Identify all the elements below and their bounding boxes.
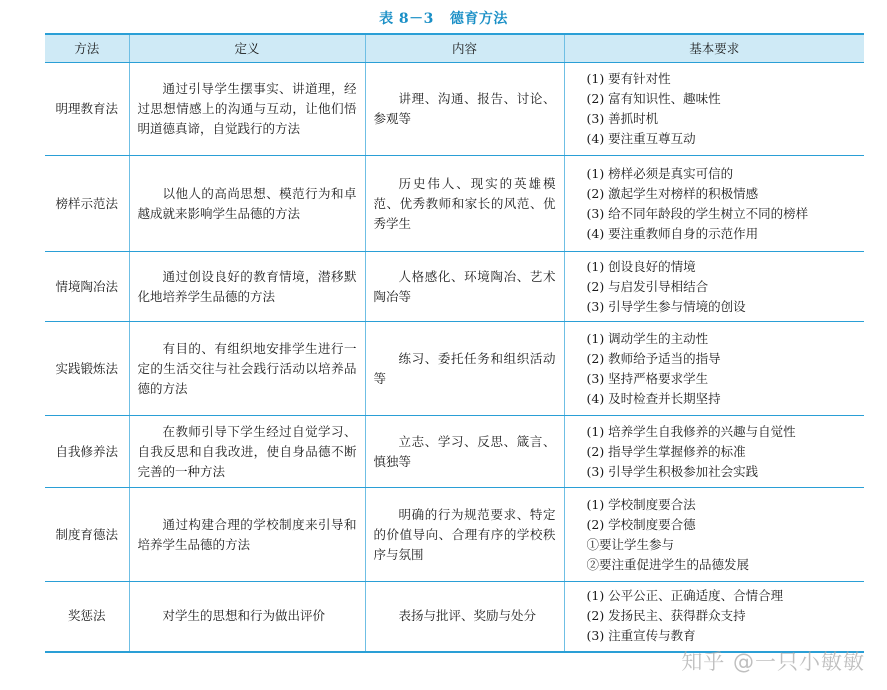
definition-cell: 通过创设良好的教育情境，潜移默化地培养学生品德的方法 [129, 252, 365, 322]
requirement-item: ②要注重促进学生的品德发展 [586, 556, 750, 572]
header-row [45, 34, 864, 63]
content-cell: 历史伟人、现实的英雄模范、优秀教师和家长的风范、优秀学生 [365, 156, 564, 252]
requirement-item: (1) 公平公正、正确适度、合情合理 [586, 588, 784, 604]
header-method: 方法 [45, 34, 129, 63]
requirement-item: (3) 引导学生积极参加社会实践 [586, 463, 759, 479]
requirement-item: (2) 指导学生掌握修养的标准 [586, 443, 746, 459]
content-cell: 练习、委托任务和组织活动等 [365, 322, 564, 416]
requirement-item: (3) 善抓时机 [586, 111, 659, 126]
requirements-cell [564, 416, 864, 488]
content-cell: 讲理、沟通、报告、讨论、参观等 [365, 63, 564, 156]
requirement-item: (2) 激起学生对榜样的积极情感 [586, 185, 759, 201]
requirement-item: (2) 富有知识性、趣味性 [586, 91, 721, 106]
requirement-item: (2) 教师给予适当的指导 [586, 350, 721, 366]
table-row [45, 488, 864, 582]
method-cell: 自我修养法 [45, 416, 129, 488]
table-title-text: 德育方法 [449, 11, 508, 27]
content-cell: 表扬与批评、奖励与处分 [365, 582, 564, 652]
requirement-item: (3) 注重宣传与教育 [586, 628, 696, 644]
requirement-item: (3) 坚持严格要求学生 [586, 370, 709, 386]
definition-cell: 以他人的高尚思想、模范行为和卓越成就来影响学生品德的方法 [129, 156, 365, 252]
definition-cell: 通过引导学生摆事实、讲道理，经过思想情感上的沟通与互动，让他们悟明道德真谛，自觉践行的方法 [129, 63, 365, 156]
requirement-item: (4) 要注重教师自身的示范作用 [586, 225, 759, 241]
requirements-cell [564, 63, 864, 156]
requirement-item: (1) 要有针对性 [586, 71, 671, 86]
requirement-item: (1) 创设良好的情境 [586, 258, 696, 274]
method-cell: 实践锻炼法 [45, 322, 129, 416]
requirement-item: (1) 培养学生自我修养的兴趣与自觉性 [586, 423, 796, 439]
table-row [45, 156, 864, 252]
requirement-item: (2) 与启发引导相结合 [586, 278, 709, 294]
content-cell: 立志、学习、反思、箴言、慎独等 [365, 416, 564, 488]
requirement-item: (2) 学校制度要合德 [586, 516, 696, 532]
method-cell: 奖惩法 [45, 582, 129, 652]
method-cell: 明理教育法 [45, 63, 129, 156]
requirements-cell [564, 322, 864, 416]
definition-cell: 在教师引导下学生经过自觉学习、自我反思和自我改进，使自身品德不断完善的一种方法 [129, 416, 365, 488]
method-cell: 榜样示范法 [45, 156, 129, 252]
header-content: 内容 [365, 34, 564, 63]
requirement-item: (1) 调动学生的主动性 [586, 330, 709, 346]
watermark: 知乎 @一只小敏敏 [681, 650, 865, 674]
table-row [45, 416, 864, 488]
table-row [45, 63, 864, 156]
table-row [45, 582, 864, 652]
requirement-item: (4) 及时检查并长期坚持 [586, 390, 721, 406]
requirements-cell [564, 252, 864, 322]
moral-education-methods-table [45, 33, 864, 653]
requirement-item: (3) 给不同年龄段的学生树立不同的榜样 [586, 205, 809, 221]
requirement-item: (1) 榜样必须是真实可信的 [586, 165, 734, 181]
header-requirements: 基本要求 [564, 34, 864, 63]
definition-cell: 通过构建合理的学校制度来引导和培养学生品德的方法 [129, 488, 365, 582]
requirements-cell [564, 488, 864, 582]
requirement-item: (4) 要注重互尊互动 [586, 131, 696, 146]
method-cell: 情境陶冶法 [45, 252, 129, 322]
requirements-cell [564, 582, 864, 652]
requirements-cell [564, 156, 864, 252]
definition-cell: 对学生的思想和行为做出评价 [129, 582, 365, 652]
table-row [45, 252, 864, 322]
table-number: 表 8－3 [379, 11, 434, 27]
definition-cell: 有目的、有组织地安排学生进行一定的生活交往与社会践行活动以培养品德的方法 [129, 322, 365, 416]
requirement-item: (3) 引导学生参与情境的创设 [586, 298, 746, 314]
requirement-item: (1) 学校制度要合法 [586, 496, 696, 512]
requirement-item: (2) 发扬民主、获得群众支持 [586, 608, 746, 624]
header-definition: 定义 [129, 34, 365, 63]
table-row [45, 322, 864, 416]
method-cell: 制度育德法 [45, 488, 129, 582]
content-cell: 明确的行为规范要求、特定的价值导向、合理有序的学校秩序与氛围 [365, 488, 564, 582]
table-title [0, 8, 887, 28]
content-cell: 人格感化、环境陶冶、艺术陶冶等 [365, 252, 564, 322]
requirement-item: ①要让学生参与 [586, 536, 675, 552]
